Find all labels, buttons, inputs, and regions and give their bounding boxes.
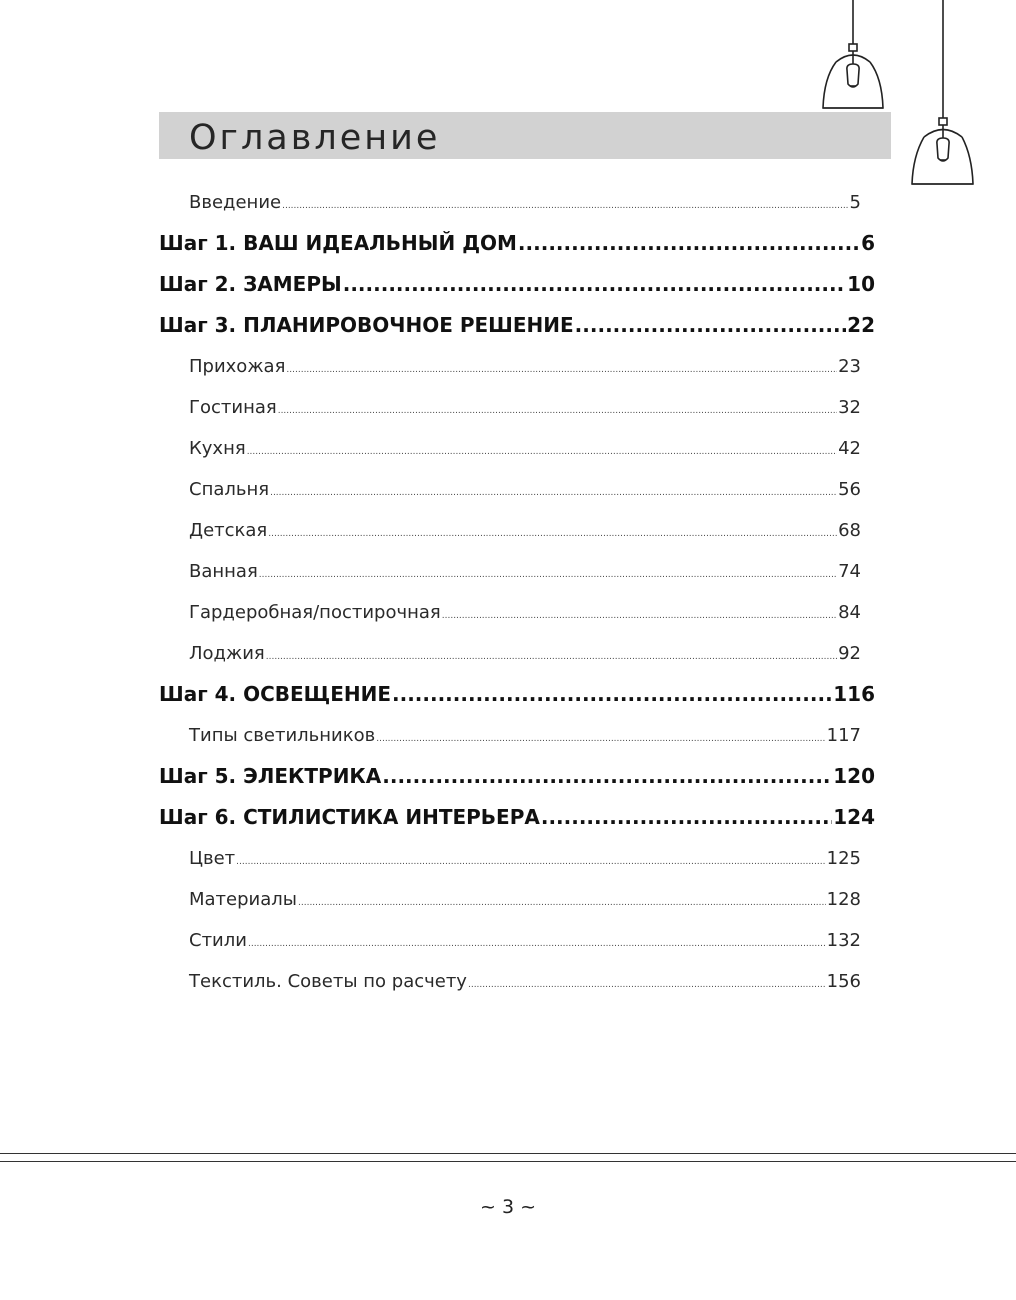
page-title: Оглавление bbox=[189, 118, 441, 158]
dot-leader bbox=[248, 939, 826, 949]
toc-entry-label: Введение bbox=[189, 192, 282, 213]
footer-rule bbox=[0, 1161, 1016, 1162]
toc-entry[interactable] bbox=[189, 520, 861, 541]
toc-entry[interactable] bbox=[159, 272, 875, 296]
toc-entry-label: Кухня bbox=[189, 438, 246, 459]
toc-entry[interactable] bbox=[189, 438, 861, 459]
toc-entry-page: 117 bbox=[826, 725, 861, 746]
toc-entry-page: 23 bbox=[838, 356, 861, 377]
dot-leader bbox=[392, 682, 832, 706]
dot-leader bbox=[442, 611, 837, 621]
toc-entry[interactable] bbox=[159, 231, 875, 255]
toc-entry[interactable] bbox=[189, 397, 861, 418]
toc-entry-page: 128 bbox=[826, 889, 861, 910]
toc-entry-page: 116 bbox=[833, 682, 875, 706]
dot-leader bbox=[376, 734, 825, 744]
toc-entry-label: Материалы bbox=[189, 889, 297, 910]
toc-entry-label: Типы светильников bbox=[189, 725, 376, 746]
toc-entry[interactable] bbox=[189, 725, 861, 746]
dot-leader bbox=[236, 857, 825, 867]
toc-entry-label: Лоджия bbox=[189, 643, 265, 664]
page-number: ~ 3 ~ bbox=[479, 1196, 536, 1218]
dot-leader bbox=[278, 406, 837, 416]
title-bar bbox=[159, 112, 891, 159]
toc-entry-page: 68 bbox=[838, 520, 861, 541]
toc-entry-label: Шаг 2. ЗАМЕРЫ bbox=[159, 272, 342, 296]
toc-entry[interactable] bbox=[189, 848, 861, 869]
pendant-lamps-illustration bbox=[0, 0, 1016, 200]
pendant-lamp-icon bbox=[823, 0, 883, 108]
toc-entry-label: Шаг 3. ПЛАНИРОВОЧНОЕ РЕШЕНИЕ bbox=[159, 313, 574, 337]
toc-entry-page: 10 bbox=[847, 272, 875, 296]
toc-entry[interactable] bbox=[189, 930, 861, 951]
dot-leader bbox=[298, 898, 826, 908]
toc-entry-page: 6 bbox=[861, 231, 875, 255]
toc-entry-page: 5 bbox=[849, 192, 861, 213]
toc-entry-label: Шаг 1. ВАШ ИДЕАЛЬНЫЙ ДОМ bbox=[159, 231, 517, 255]
toc-entry-label: Ванная bbox=[189, 561, 258, 582]
toc-entry[interactable] bbox=[189, 479, 861, 500]
toc-entry[interactable] bbox=[189, 889, 861, 910]
dot-leader bbox=[247, 447, 837, 457]
toc-entry-page: 132 bbox=[826, 930, 861, 951]
toc-entry-page: 84 bbox=[838, 602, 861, 623]
toc-entry[interactable] bbox=[189, 602, 861, 623]
toc-entry-page: 120 bbox=[833, 764, 875, 788]
toc-entry-label: Шаг 4. ОСВЕЩЕНИЕ bbox=[159, 682, 391, 706]
toc-entry-label: Спальня bbox=[189, 479, 270, 500]
toc-entry-page: 92 bbox=[838, 643, 861, 664]
dot-leader bbox=[541, 805, 832, 829]
toc-entry-label: Детская bbox=[189, 520, 268, 541]
dot-leader bbox=[286, 365, 837, 375]
toc-entry[interactable] bbox=[159, 682, 875, 706]
toc-entry-label: Шаг 5. ЭЛЕКТРИКА bbox=[159, 764, 382, 788]
toc-entry[interactable] bbox=[189, 561, 861, 582]
toc-entry-label: Прихожая bbox=[189, 356, 286, 377]
toc-entry[interactable] bbox=[189, 643, 861, 664]
toc-entry-page: 42 bbox=[838, 438, 861, 459]
dot-leader bbox=[259, 570, 837, 580]
dot-leader bbox=[282, 201, 848, 211]
toc-entry-label: Шаг 6. СТИЛИСТИКА ИНТЕРЬЕРА bbox=[159, 805, 540, 829]
dot-leader bbox=[575, 313, 846, 337]
footer-rule bbox=[0, 1153, 1016, 1154]
toc-entry-page: 124 bbox=[833, 805, 875, 829]
toc-entry-page: 156 bbox=[826, 971, 861, 992]
toc-entry-label: Гардеробная/постирочная bbox=[189, 602, 441, 623]
toc-entry[interactable] bbox=[159, 764, 875, 788]
toc-entry-label: Гостиная bbox=[189, 397, 277, 418]
toc-entry[interactable] bbox=[189, 356, 861, 377]
dot-leader bbox=[343, 272, 846, 296]
dot-leader bbox=[382, 764, 832, 788]
dot-leader bbox=[468, 980, 826, 990]
toc-entry-page: 56 bbox=[838, 479, 861, 500]
toc-entry[interactable] bbox=[159, 805, 875, 829]
toc-entry-page: 22 bbox=[847, 313, 875, 337]
dot-leader bbox=[270, 488, 837, 498]
dot-leader bbox=[268, 529, 837, 539]
toc-entry-label: Стили bbox=[189, 930, 247, 951]
toc-entry-page: 32 bbox=[838, 397, 861, 418]
toc-entry[interactable] bbox=[189, 192, 861, 213]
dot-leader bbox=[266, 652, 837, 662]
dot-leader bbox=[518, 231, 860, 255]
toc-entry-label: Текстиль. Советы по расчету bbox=[189, 971, 467, 992]
toc-entry-page: 74 bbox=[838, 561, 861, 582]
toc-entry-page: 125 bbox=[826, 848, 861, 869]
toc-entry-label: Цвет bbox=[189, 848, 236, 869]
pendant-lamp-icon bbox=[912, 0, 973, 184]
toc-entry[interactable] bbox=[189, 971, 861, 992]
toc-entry[interactable] bbox=[159, 313, 875, 337]
